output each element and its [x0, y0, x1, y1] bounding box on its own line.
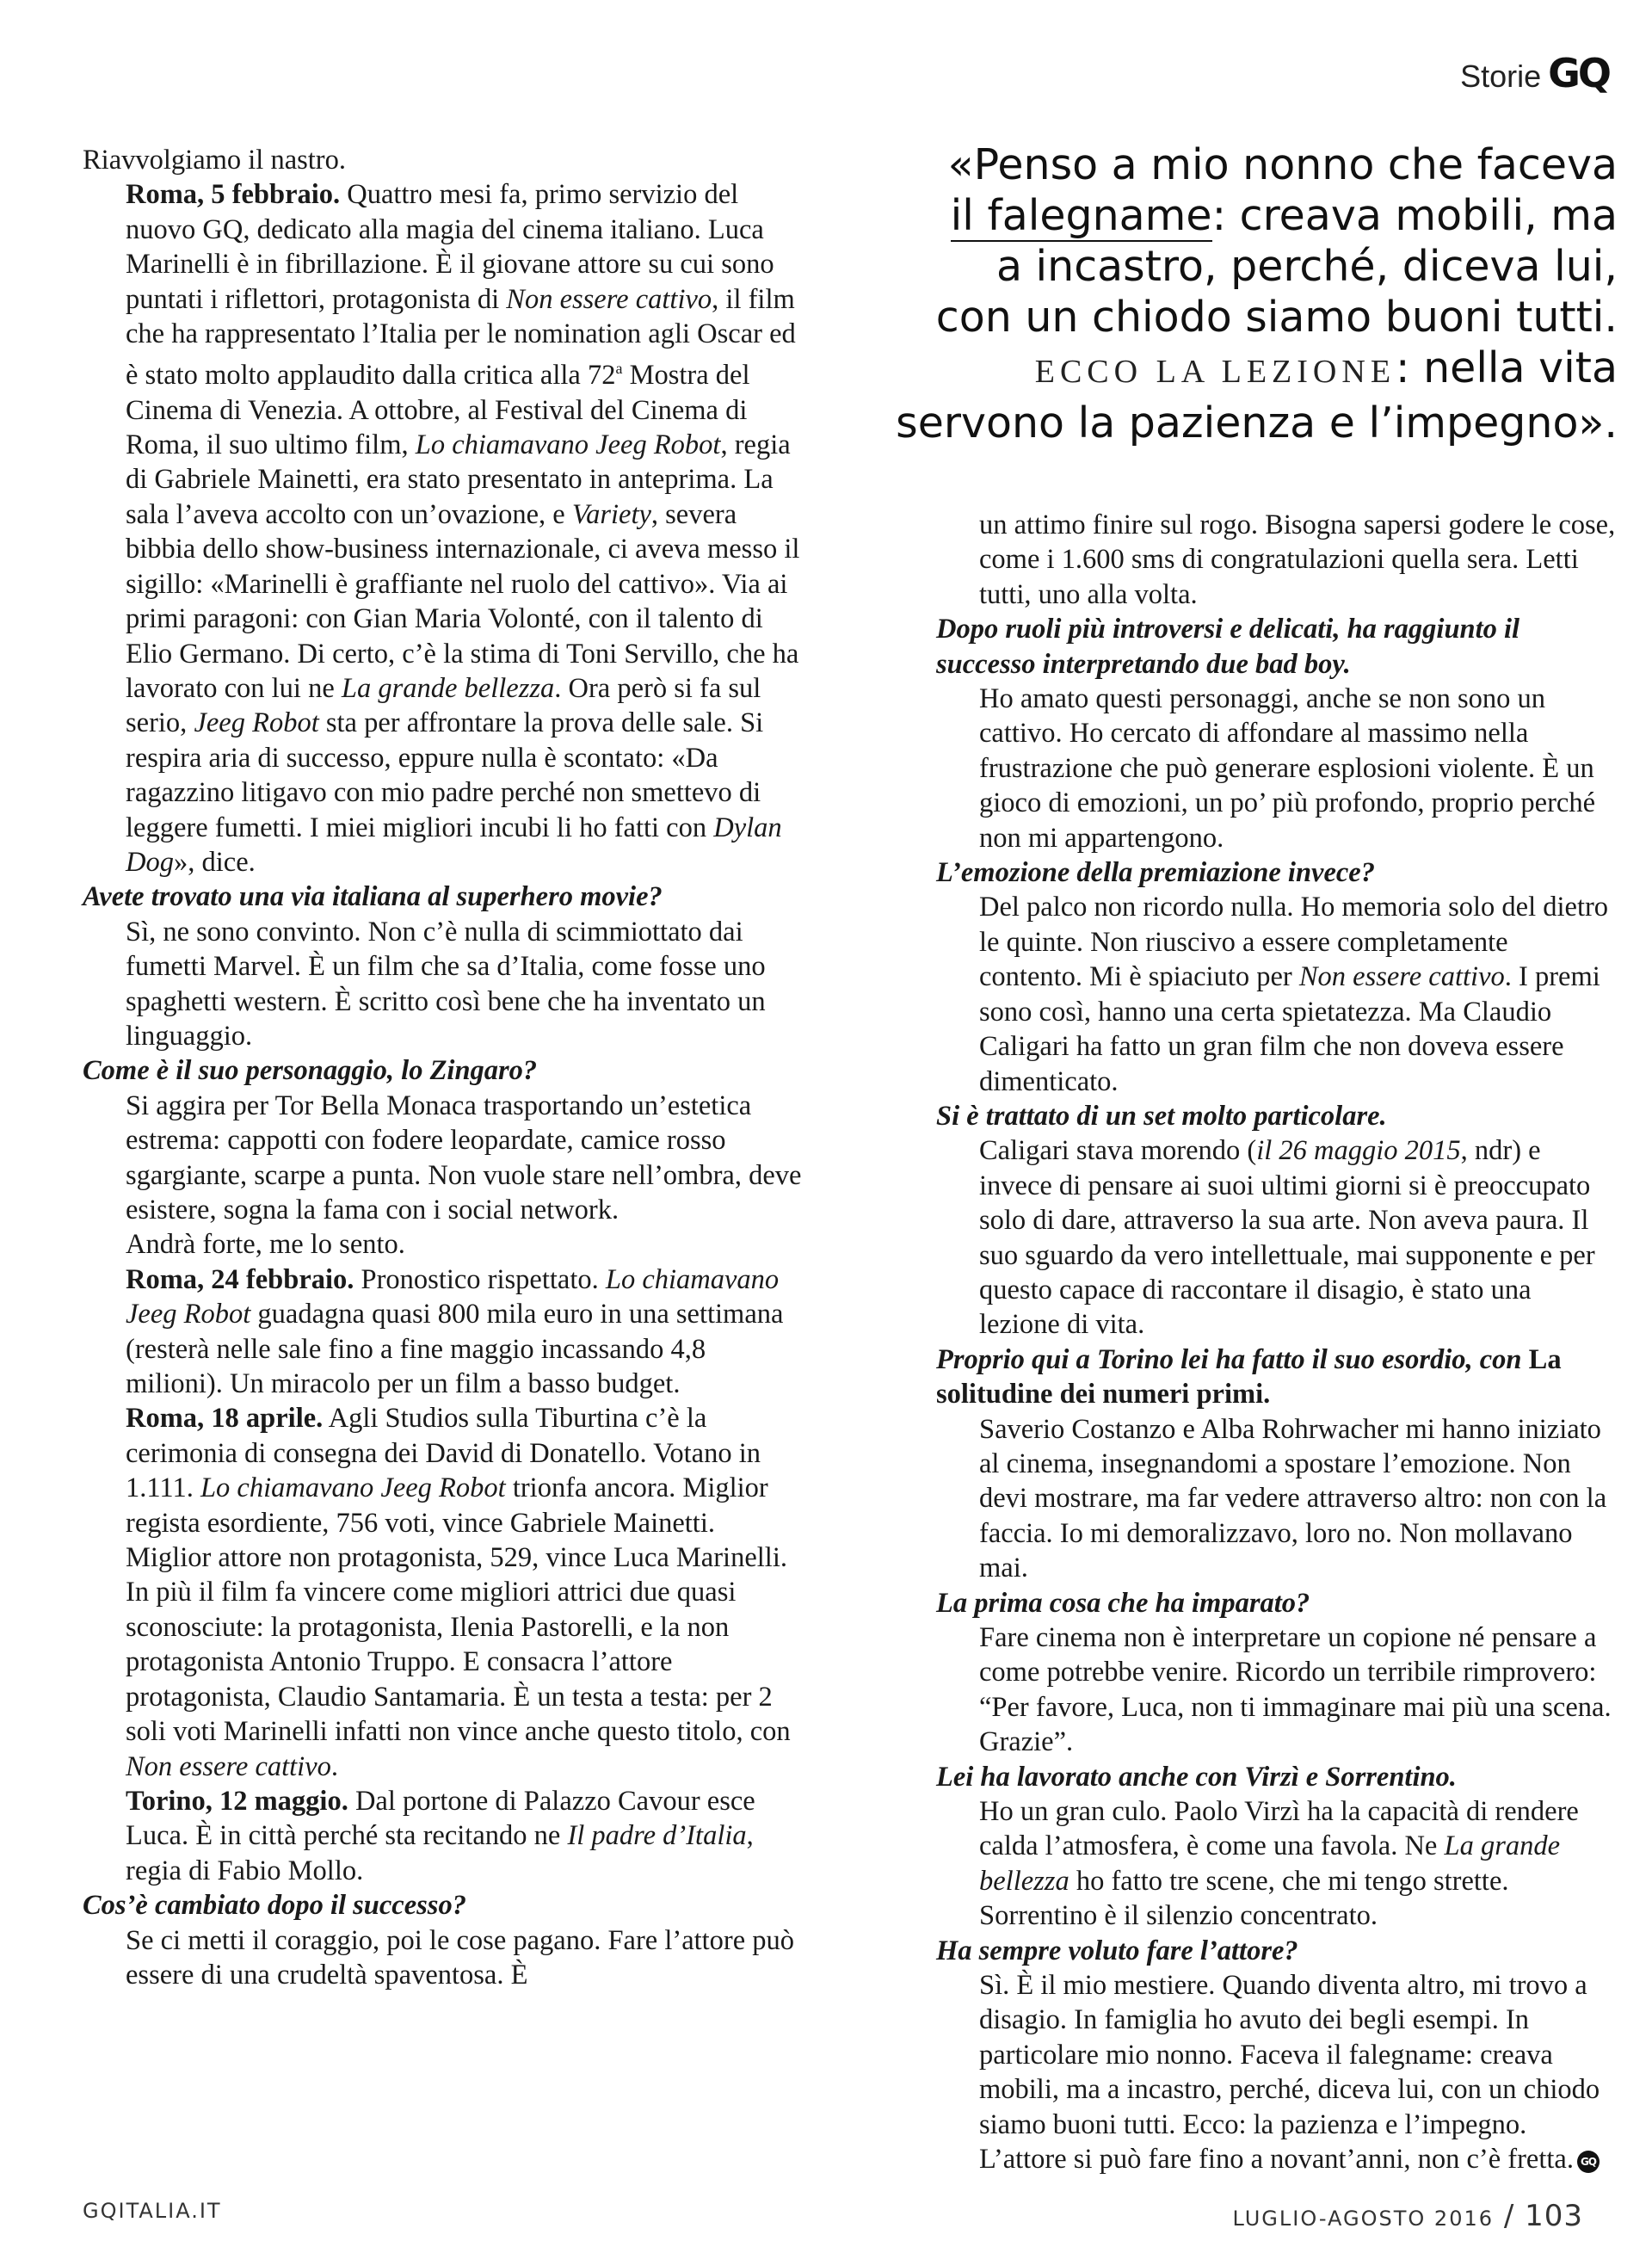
dateline: Roma, 24 febbraio.	[126, 1263, 354, 1295]
right-column	[936, 508, 1616, 2177]
dateline: Roma, 5 febbraio.	[126, 179, 341, 211]
interview-question: Avete trovato una via italiana al superhero movie?	[83, 881, 663, 913]
interview-answer: Sì, ne sono convinto. Non c’è nulla di scimmiottato dai fumetti Marvel. È un film che sa d’Italia, come fosse uno spaghetti western. È scritto così bene che ha inventato un linguaggio.	[126, 916, 766, 1052]
gq-logo: GQ	[1548, 50, 1609, 96]
interview-question: La prima cosa che ha imparato?	[936, 1587, 1310, 1619]
body-paragraph: Torino, 12 maggio. Dal portone di Palazzo Cavour esce Luca. È in città perché sta recitando ne Il padre d’Italia, regia di Fabio Mollo.	[126, 1785, 755, 1886]
interview-answer: Se ci metti il coraggio, poi le cose pagano. Fare l’attore può essere di una crudeltà spaventosa. È	[126, 1924, 795, 1991]
interview-answer: Del palco non ricordo nulla. Ho memoria solo del dietro le quinte. Non riuscivo a essere completamente contento. Mi è spiaciuto per Non essere cattivo. I premi sono così, hanno una certa spietatezza. Ma Claudio Caligari ha fatto un gran film che non doveva essere dimenticato.	[979, 892, 1609, 1097]
interview-question: Cos’è cambiato dopo il successo?	[83, 1890, 466, 1922]
interview-question: Proprio qui a Torino lei ha fatto il suo esordio, con La solitudine dei numeri primi.	[936, 1343, 1562, 1410]
interview-answer: Fare cinema non è interpretare un copione né pensare a come potrebbe venire. Ricordo un terribile rimprovero: “Per favore, Luca, non ti immaginare mai più una scena. Grazie”.	[979, 1622, 1612, 1758]
section-name: Storie	[1460, 59, 1542, 94]
interview-question: Lei ha lavorato anche con Virzì e Sorrentino.	[936, 1761, 1457, 1793]
interview-answer: Sì. È il mio mestiere. Quando diventa altro, mi trovo a disagio. In famiglia ho avuto dei begli esempi. In particolare mio nonno. Faceva il falegname: creava mobili, ma a incastro, perché, diceva lui, con un chiodo siamo buoni tutti. Ecco: la pazienza e l’impegno. L’attore si può fare fino a novant’anni, non c’è fretta. GQ	[979, 1970, 1600, 2176]
issue-date: LUGLIO-AGOSTO 2016	[1232, 2207, 1495, 2231]
interview-question: Ha sempre voluto fare l’attore?	[936, 1935, 1298, 1966]
intro-line: Riavvolgiamo il nastro.	[83, 145, 347, 176]
footer-issue: LUGLIO-AGOSTO 2016 / 103	[1232, 2199, 1583, 2233]
interview-answer: Ho un gran culo. Paolo Virzì ha la capacità di rendere calda l’atmosfera, è come una favola. Ne La grande bellezza ho fatto tre scene, che mi tengo strette. Sorrentino è il silenzio concentrato.	[979, 1796, 1579, 1932]
interview-answer: Si aggira per Tor Bella Monaca trasportando un’estetica estrema: cappotti con fodere leopardate, camice rosso sgargiante, scarpe a punta. Non vuole stare nell’ombra, deve esistere, sogna la fama con i social network.	[126, 1089, 802, 1226]
dateline: Roma, 18 aprile.	[126, 1403, 324, 1435]
smallcaps-phrase: ECCO LA LEZIONE	[1034, 354, 1396, 390]
body-paragraph: Roma, 5 febbraio. Quattro mesi fa, primo servizio del nuovo GQ, dedicato alla magia del cinema italiano. Luca Marinelli è in fibrillazione. È il giovane attore su cui sono puntati i riflettori, protagonista di Non essere cattivo, il film che ha rappresentato l’Italia per le nomination agli Oscar ed è stato molto applaudito dalla critica alla 72$^a$ Mostra del Cinema di Venezia. A ottobre, al Festival del Cinema di Roma, il suo ultimo film, Lo chiamavano Jeeg Robot, regia di Gabriele Mainetti, era stato presentato in anteprima. La sala l’aveva accolto con un’ovazione, e Variety, severa bibbia dello show-business internazionale, ci aveva messo il sigillo: «Marinelli è graffiante nel ruolo del cattivo». Via ai primi paragoni: con Gian Maria Volonté, con il talento di Elio Germano. Di certo, c’è la stima di Toni Servillo, che ha lavorato con lui ne La grande bellezza. Ora però si fa sul serio, Jeeg Robot sta per affrontare la prova delle sale. Si respira aria di successo, eppure nulla è scontato: «Da ragazzino litigavo con mio padre perché non smettevo di leggere fumetti. I miei migliori incubi li ho fatti con Dylan Dog», dice.	[126, 179, 800, 878]
interview-answer: Saverio Costanzo e Alba Rohrwacher mi hanno iniziato al cinema, insegnandomi a spostare l’emozione. Non devi mostrare, ma far vedere attraverso altro: non con la faccia. Io mi demoralizzavo, loro no. Non mollavano mai.	[979, 1413, 1607, 1584]
interview-question: Dopo ruoli più introversi e delicati, ha raggiunto il successo interpretando due bad boy.	[936, 614, 1520, 680]
interview-answer: un attimo finire sul rogo. Bisogna sapersi godere le cose, come i 1.600 sms di congratulazioni quella sera. Letti tutti, uno alla volta.	[979, 509, 1616, 610]
section-label	[1460, 50, 1609, 96]
pull-quote: «Penso a mio nonno che faceva il falegname: creava mobili, ma a incastro, perché, diceva lui, con un chiodo siamo buoni tutti. ECCO LA LEZIONE: nella vita servono la pazienza e l’impegno».	[896, 140, 1618, 448]
footer-site: GQITALIA.IT	[83, 2199, 222, 2223]
left-column	[83, 143, 805, 1992]
dateline: Torino, 12 maggio.	[126, 1785, 348, 1817]
gq-end-mark-icon: GQ	[1577, 2151, 1600, 2173]
interview-question: Si è trattato di un set molto particolare.	[936, 1100, 1387, 1132]
underlined-phrase: il falegname	[950, 191, 1212, 240]
interview-answer: Caligari stava morendo (il 26 maggio 2015, ndr) e invece di pensare ai suoi ultimi giorni si è preoccupato solo di dare, attraverso la sua arte. Non aveva paura. Il suo sguardo da vero intellettuale, mai supponente e per questo capace di raccontare il disagio, è stato una lezione di vita.	[979, 1135, 1595, 1341]
interview-answer: Andrà forte, me lo sento.	[126, 1229, 405, 1261]
interview-question: Come è il suo personaggio, lo Zingaro?	[83, 1055, 538, 1087]
page-number: 103	[1525, 2199, 1583, 2233]
body-paragraph: Roma, 24 febbraio. Pronostico rispettato. Lo chiamavano Jeeg Robot guadagna quasi 800 mila euro in una settimana (resterà nelle sale fino a fine maggio incassando 4,8 milioni). Un miracolo per un film a basso budget.	[126, 1263, 784, 1400]
interview-question: L’emozione della premiazione invece?	[936, 857, 1375, 889]
interview-answer: Ho amato questi personaggi, anche se non sono un cattivo. Ho cercato di affondare al massimo nella frustrazione che può generare esplosioni violente. È un gioco di emozioni, un po’ più profondo, proprio perché non mi appartengono.	[979, 683, 1596, 854]
body-paragraph: Roma, 18 aprile. Agli Studios sulla Tiburtina c’è la cerimonia di consegna dei David di Donatello. Votano in 1.111. Lo chiamavano Jeeg Robot trionfa ancora. Miglior regista esordiente, 756 voti, vince Gabriele Mainetti. Miglior attore non protagonista, 529, vince Luca Marinelli. In più il film fa vincere come migliori attrici due quasi sconosciute: la protagonista, Ilenia Pastorelli, e la non protagonista Antonio Truppo. E consacra l’attore protagonista, Claudio Santamaria. È un testa a testa: per 2 soli voti Marinelli infatti non vince anche questo titolo, con Non essere cattivo.	[126, 1403, 791, 1782]
